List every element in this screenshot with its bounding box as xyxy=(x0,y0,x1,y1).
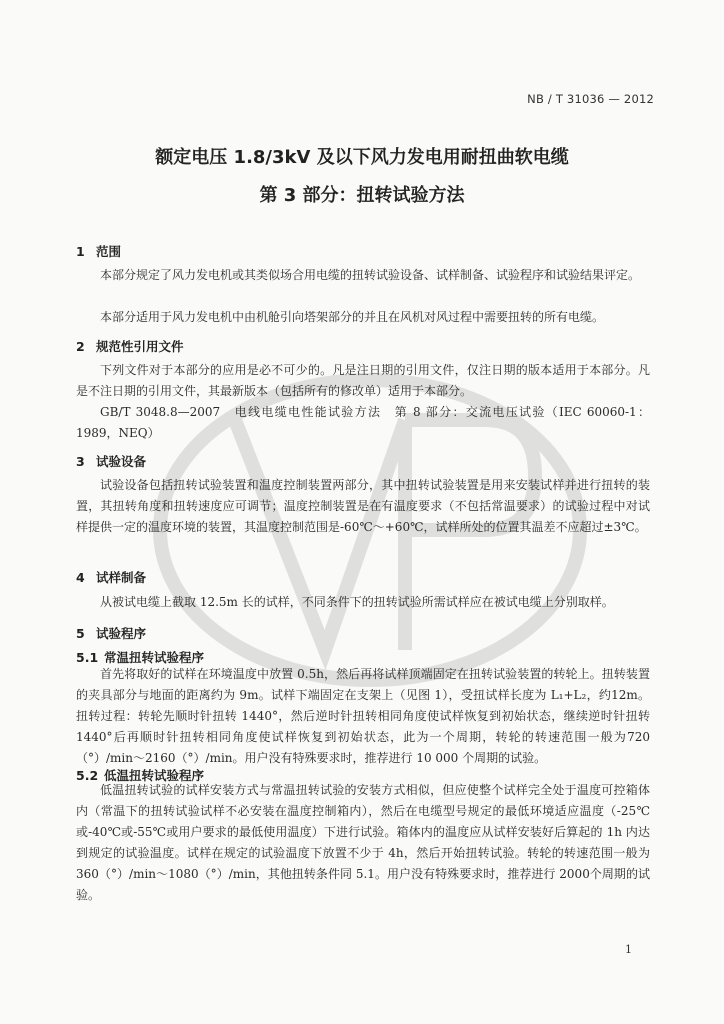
standard-number: NB / T 31036 — 2012 xyxy=(527,92,654,106)
subsection-title: 低温扭转试验程序 xyxy=(104,768,205,783)
paragraph: 首先将取好的试样在环境温度中放置 0.5h，然后再将试样顶端固定在扭转试验装置的转轮上。扭转装置的夹具部分与地面的距离约为 9m。试样下端固定在支架上（见图 1），受扭试样长度为 L₁+L₂，约12m。扭转过程：转轮先顺时针扭转 1440°，然后逆时针扭转相同角度使试样恢复到初始状态，继续逆时针扭转 1440°后再顺时针扭转相同角度使试样恢复到初始状态，此为一个周期，转轮的转速范围一般为720（°）/min～2160（°）/min。用户没有特殊要求时，推荐进行 10 000 个周期的试验。 xyxy=(76,667,650,765)
document-title-line1: 额定电压 1.8/3kV 及以下风力发电用耐扭曲软电缆 xyxy=(155,147,569,168)
section-number: 3 xyxy=(76,454,85,469)
section-3-heading xyxy=(76,452,146,470)
paragraph: 试验设备包括扭转试验装置和温度控制装置两部分，其中扭转试验装置是用来安装试样并进行扭转的装置，其扭转角度和扭转速度应可调节；温度控制装置是在有温度要求（不包括常温要求）的试验过程中对试样提供一定的温度环境的装置，其温度控制范围是-60℃～+60℃，试样所处的位置其温差不应超过±3℃。 xyxy=(76,478,650,534)
section-4-heading xyxy=(76,568,146,586)
section-number: 1 xyxy=(76,244,85,259)
subsection-number: 5.1 xyxy=(76,650,99,665)
reference-entry: GB/T 3048.8—2007 电线电缆电性能试验方法 第 8 部分：交流电压试验（IEC 60060-1：1989，NEQ） xyxy=(76,405,650,440)
paragraph: 本部分适用于风力发电机中由机舱引向塔架部分的并且在风机对风过程中需要扭转的所有电缆。 xyxy=(100,310,605,324)
section-title: 范围 xyxy=(96,244,122,259)
section-title: 试验程序 xyxy=(96,626,147,641)
section-number: 5 xyxy=(76,626,85,641)
document-title-line2: 第 3 部分：扭转试验方法 xyxy=(259,185,465,206)
paragraph: 下列文件对于本部分的应用是必不可少的。凡是注日期的引用文件，仅注日期的版本适用于本部分。凡是不注日期的引用文件，其最新版本（包括所有的修改单）适用于本部分。 xyxy=(76,363,650,398)
section-2-heading xyxy=(76,337,184,355)
section-number: 2 xyxy=(76,339,85,354)
section-1-heading xyxy=(76,242,121,260)
section-5-heading xyxy=(76,624,146,642)
section-title: 规范性引用文件 xyxy=(96,339,184,354)
subsection-title: 常温扭转试验程序 xyxy=(104,650,205,665)
paragraph: 低温扭转试验的试样安装方式与常温扭转试验的安装方式相似，但应使整个试样完全处于温度可控箱体内（常温下的扭转试验试样不必安装在温度控制箱内），然后在电缆型号规定的最低环境适应温度（-25℃或-40℃或-55℃或用户要求的最低使用温度）下进行试验。箱体内的温度应从试样安装好后算起的 1h 内达到规定的试验温度。试样在规定的试验温度下放置不少于 4h，然后开始扭转试验。转轮的转速范围一般为 360（°）/min～1080（°）/min，其他扭转条件同 5.1。用户没有特殊要求时，推荐进行 2000个周期的试验。 xyxy=(76,783,650,902)
section-title: 试样制备 xyxy=(96,570,147,585)
page-number: 1 xyxy=(625,943,632,956)
paragraph: 本部分规定了风力发电机或其类似场合用电缆的扭转试验设备、试样制备、试验程序和试验结果评定。 xyxy=(100,268,641,282)
section-number: 4 xyxy=(76,570,85,585)
section-title: 试验设备 xyxy=(96,454,147,469)
paragraph: 从被试电缆上截取 12.5m 长的试样，不同条件下的扭转试验所需试样应在被试电缆上分别取样。 xyxy=(100,595,614,609)
subsection-number: 5.2 xyxy=(76,768,99,783)
